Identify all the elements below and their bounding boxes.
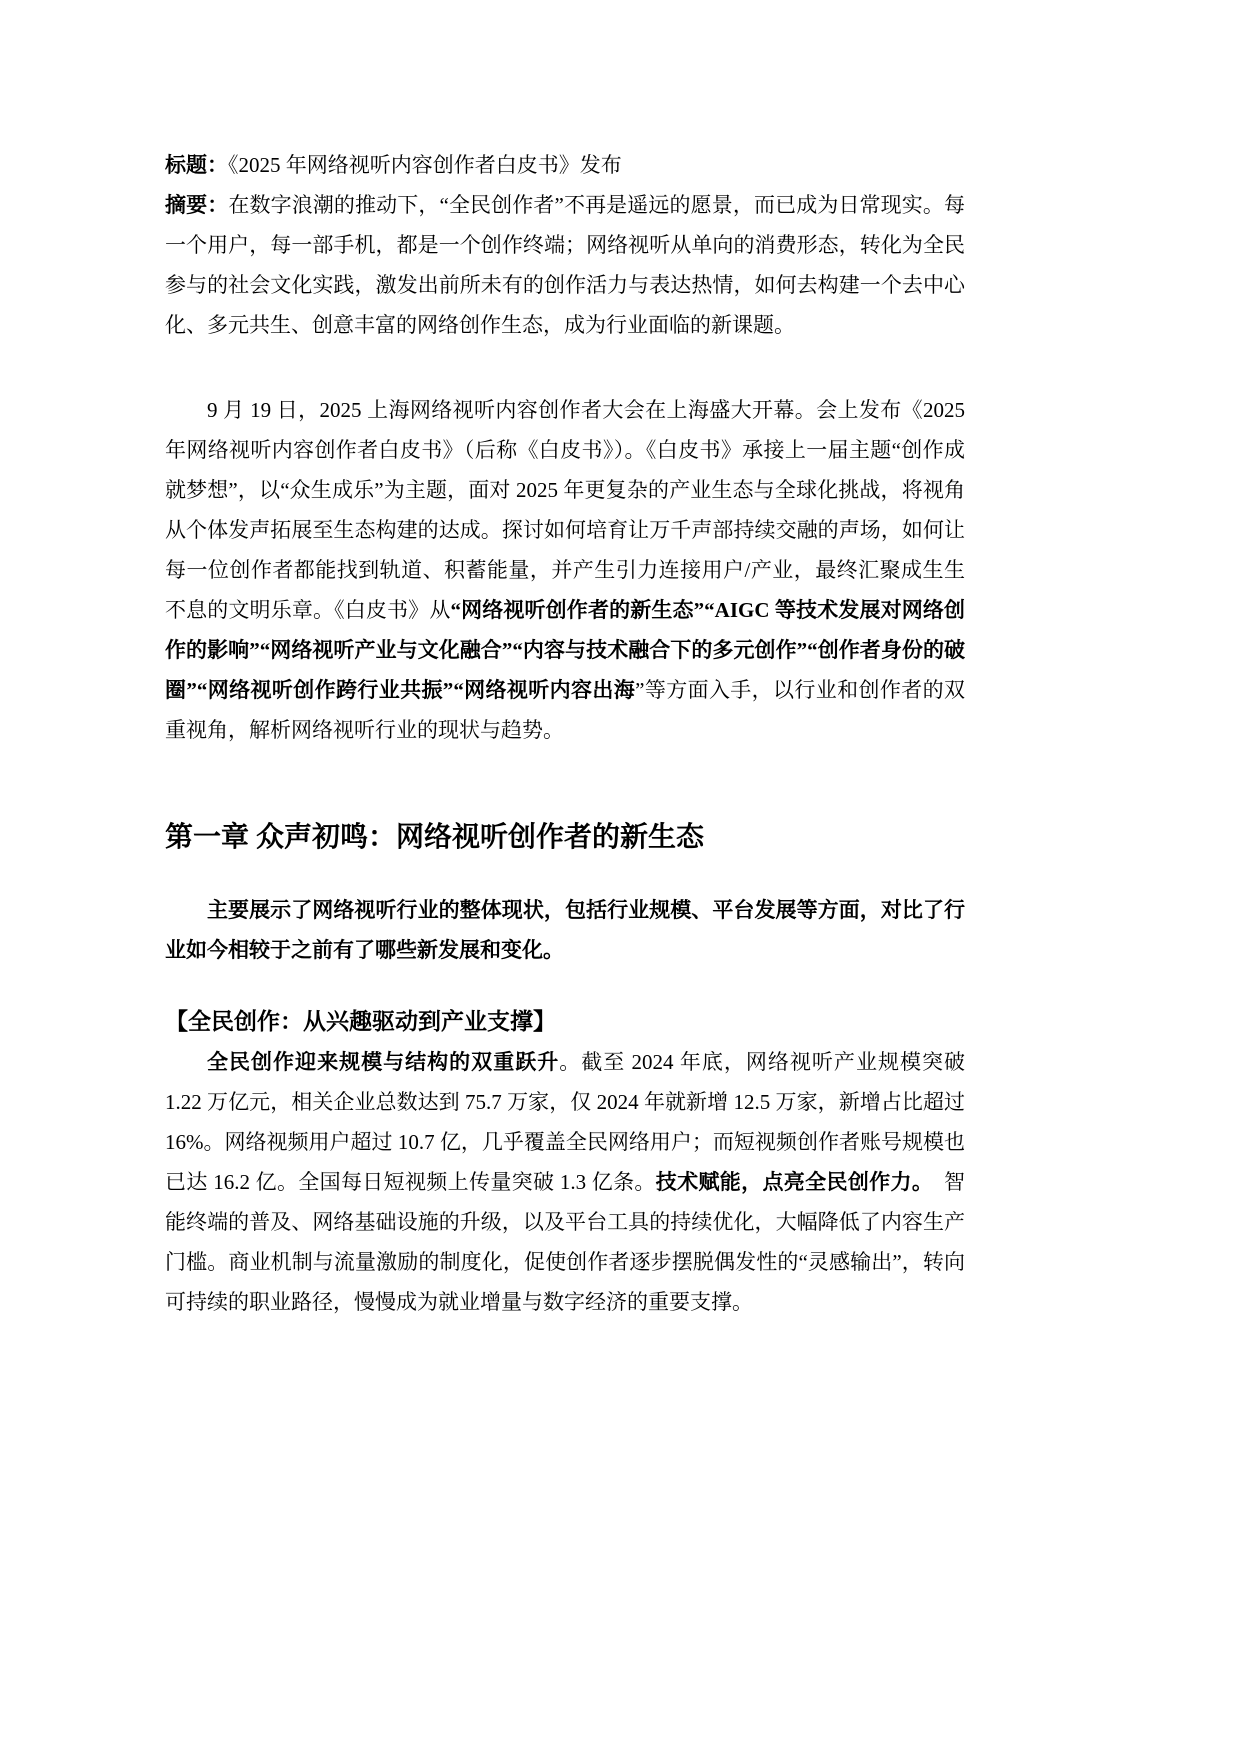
bold-text-run: “网络视听产业与文化融合” (259, 638, 513, 662)
bold-text-run: “内容与技术融合下的多元创作” (512, 638, 808, 662)
bold-text-run: “创作者身份的破圈” (165, 638, 966, 702)
text-run: 《2025 年网络视听内容创作者白皮书》发布 (228, 153, 622, 177)
chapter-summary-paragraph (165, 890, 965, 970)
bold-text-run: 全民创作迎来规模与结构的双重跃升 (207, 1050, 560, 1074)
bold-text-run: 标题： (165, 153, 228, 177)
document-page (165, 145, 965, 1322)
bold-text-run: 主要展示了网络视听行业的整体现状，包括行业规模、平台发展等方面，对比了行业如今相较于之前有了哪些新发展和变化。 (165, 898, 965, 962)
title-line (165, 145, 965, 185)
bold-text-run: “网络视听内容出海 (453, 678, 636, 702)
abstract-paragraph (165, 185, 965, 345)
intro-paragraph (165, 390, 965, 750)
chapter-heading (165, 816, 965, 860)
bold-text-run: “网络视听创作者的新生态” (450, 598, 705, 622)
bold-text-run: 摘要： (165, 193, 229, 217)
text-run: ”等方面入手，以行业和创作者的双重视角，解析网络视听行业的现状与趋势。 (165, 678, 966, 742)
text-run: 在数字浪潮的推动下，“全民创作者”不再是遥远的愿景，而已成为日常现实。每一个用户，每一部手机，都是一个创作终端；网络视听从单向的消费形态，转化为全民参与的社会文化实践，激发出前所未有的创作活力与表达热情，如何去构建一个去中心化、多元共生、创意丰富的网络创作生态，成为行业面临的新课题。 (165, 193, 966, 337)
text-run: 智能终端的普及、网络基础设施的升级，以及平台工具的持续优化，大幅降低了内容生产门槛。商业机制与流量激励的制度化，促使创作者逐步摆脱偶发性的“灵感输出”，转向可持续的职业路径，慢慢成为就业增量与数字经济的重要支撑。 (165, 1170, 966, 1314)
bold-text-run: 技术赋能，点亮全民创作力。 (655, 1170, 923, 1194)
text-run: 。截至 2024 年底，网络视听产业规模突破 1.22 万亿元，相关企业总数达到 75.7 万家，仅 2024 年就新增 12.5 万家，新增占比超过 16%。网络视频用户超过 10.7 亿，几乎覆盖全民网络用户；而短视频创作者账号规模也已达 16.2 亿。全国每日短视频上传量突破 1.3 亿条。 (165, 1050, 966, 1194)
section-paragraph (165, 1042, 965, 1322)
text-run: 9 月 19 日，2025 上海网络视听内容创作者大会在上海盛大开幕。会上发布《2025 年网络视听内容创作者白皮书》（后称《白皮书》）。《白皮书》承接上一届主题“创作成就梦想”，以“众生成乐”为主题，面对 2025 年更复杂的产业生态与全球化挑战，将视角从个体发声拓展至生态构建的达成。探讨如何培育让万千声部持续交融的声场，如何让每一位创作者都能找到轨道、积蓄能量，并产生引力连接用户/产业，最终汇聚成生生不息的文明乐章。《白皮书》从 (165, 398, 965, 622)
bold-text-run: 【全民创作：从兴趣驱动到产业支撑】 (165, 1009, 556, 1034)
bold-text-run: 第一章 众声初鸣：网络视听创作者的新生态 (165, 822, 705, 853)
section-heading (165, 1002, 965, 1042)
bold-text-run: “网络视听创作跨行业共振” (196, 678, 454, 702)
bold-text-run: “AIGC 等技术发展对网络创作的影响” (165, 598, 966, 662)
